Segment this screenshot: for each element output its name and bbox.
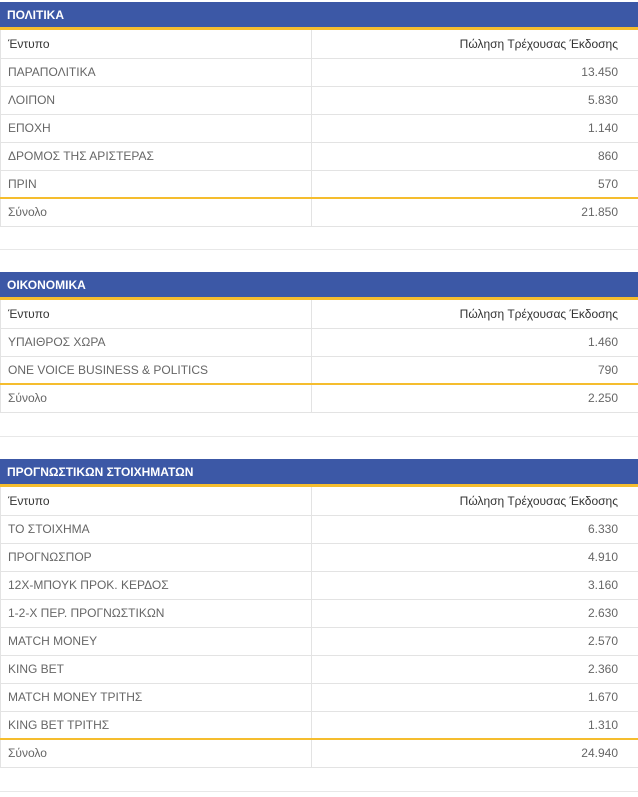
table-row [1, 515, 638, 543]
total-label: Σύνολο [1, 739, 312, 767]
row-value: 570 [312, 170, 638, 198]
row-name: ΠΡΟΓΝΩΣΠΟΡ [1, 543, 312, 571]
table-row [1, 571, 638, 599]
total-row [1, 384, 638, 412]
section-divider [0, 436, 638, 437]
row-name: KING BET [1, 655, 312, 683]
row-name: 12Χ-ΜΠΟΥΚ ΠΡΟΚ. ΚΕΡΔΟΣ [1, 571, 312, 599]
table-row [1, 86, 638, 114]
row-name: ΔΡΟΜΟΣ ΤΗΣ ΑΡΙΣΤΕΡΑΣ [1, 142, 312, 170]
table-row [1, 328, 638, 356]
row-name: MATCH MONEY ΤΡΙΤΗΣ [1, 683, 312, 711]
row-value: 4.910 [312, 543, 638, 571]
row-name: KING BET ΤΡΙΤΗΣ [1, 711, 312, 739]
table-row [1, 543, 638, 571]
row-value: 860 [312, 142, 638, 170]
total-label: Σύνολο [1, 198, 312, 226]
row-value: 790 [312, 356, 638, 384]
row-name: 1-2-Χ ΠΕΡ. ΠΡΟΓΝΩΣΤΙΚΩΝ [1, 599, 312, 627]
section-divider [0, 249, 638, 250]
sales-table [0, 487, 638, 768]
row-name: ΠΡΙΝ [1, 170, 312, 198]
column-header-value: Πώληση Τρέχουσας Έκδοσης [312, 30, 638, 58]
total-label: Σύνολο [1, 384, 312, 412]
row-value: 6.330 [312, 515, 638, 543]
row-value: 5.830 [312, 86, 638, 114]
total-row [1, 198, 638, 226]
row-name: MATCH MONEY [1, 627, 312, 655]
row-name: ΤΟ ΣΤΟΙΧΗΜΑ [1, 515, 312, 543]
table-row [1, 599, 638, 627]
section-title: ΠΡΟΓΝΩΣΤΙΚΩΝ ΣΤΟΙΧΗΜΑΤΩΝ [0, 459, 638, 487]
row-value: 2.630 [312, 599, 638, 627]
table-row [1, 142, 638, 170]
row-name: ΥΠΑΙΘΡΟΣ ΧΩΡΑ [1, 328, 312, 356]
total-row [1, 739, 638, 767]
table-row [1, 356, 638, 384]
total-value: 21.850 [312, 198, 638, 226]
row-value: 1.140 [312, 114, 638, 142]
table-row [1, 627, 638, 655]
row-name: ONE VOICE BUSINESS & POLITICS [1, 356, 312, 384]
row-name: ΕΠΟΧΗ [1, 114, 312, 142]
row-value: 1.460 [312, 328, 638, 356]
table-row [1, 170, 638, 198]
column-header-name: Έντυπο [1, 300, 312, 328]
row-value: 13.450 [312, 58, 638, 86]
table-header-row [1, 300, 638, 328]
row-value: 2.360 [312, 655, 638, 683]
table-row [1, 655, 638, 683]
total-value: 2.250 [312, 384, 638, 412]
column-header-name: Έντυπο [1, 487, 312, 515]
sales-table [0, 30, 638, 227]
section-divider [0, 791, 638, 792]
column-header-value: Πώληση Τρέχουσας Έκδοσης [312, 300, 638, 328]
table-header-row [1, 30, 638, 58]
row-name: ΠΑΡΑΠΟΛΙΤΙΚΑ [1, 58, 312, 86]
section-politika [0, 2, 638, 227]
row-value: 2.570 [312, 627, 638, 655]
total-value: 24.940 [312, 739, 638, 767]
row-value: 1.310 [312, 711, 638, 739]
table-row [1, 711, 638, 739]
section-prognostikon [0, 459, 638, 768]
sales-table [0, 300, 638, 413]
table-row [1, 58, 638, 86]
section-title: ΟΙΚΟΝΟΜΙΚΑ [0, 272, 638, 300]
row-name: ΛΟΙΠΟΝ [1, 86, 312, 114]
table-row [1, 683, 638, 711]
column-header-value: Πώληση Τρέχουσας Έκδοσης [312, 487, 638, 515]
row-value: 1.670 [312, 683, 638, 711]
column-header-name: Έντυπο [1, 30, 312, 58]
row-value: 3.160 [312, 571, 638, 599]
table-header-row [1, 487, 638, 515]
table-row [1, 114, 638, 142]
section-oikonomika [0, 272, 638, 413]
section-title: ΠΟΛΙΤΙΚΑ [0, 2, 638, 30]
